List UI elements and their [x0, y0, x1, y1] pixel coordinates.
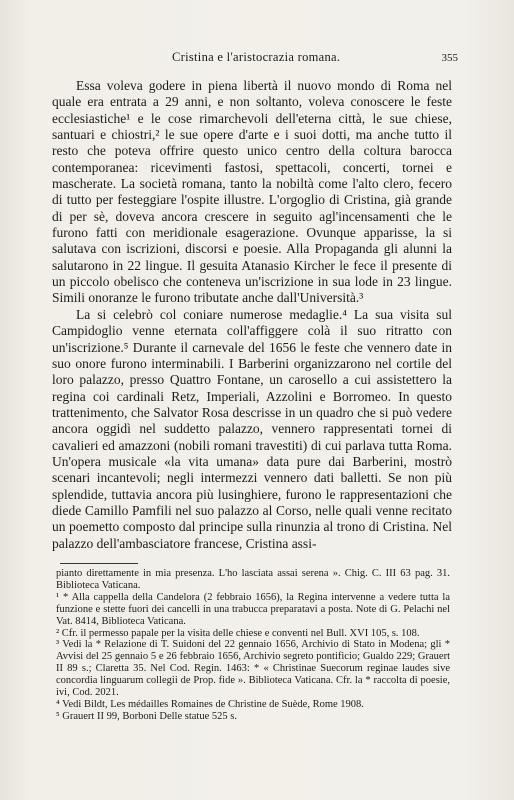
- page-number: 355: [441, 52, 458, 64]
- footnotes: [56, 568, 450, 723]
- running-title: Cristina e l'aristocrazia romana.: [172, 50, 341, 64]
- footnote-divider: [60, 563, 138, 564]
- footnote-5: ⁵ Grauert II 99, Borboni Delle statue 525 s.: [56, 710, 237, 722]
- footnote-continuation: pianto direttamente in mia presenza. L'ho lasciata assai serena ». Chig. C. III 63 pag. 31. Biblioteca Vaticana.: [56, 568, 450, 591]
- paragraph: La si celebrò col coniare numerose medaglie.⁴ La sua visita sul Campidoglio venne eternata coll'affiggere colà il suo ritratto con un'iscrizione.⁵ Durante il carnevale del 1656 le feste che vennero date in suo onore furono interminabili. I Barberini organizzarono nel cortile del loro palazzo, presso Quattro Fontane, un carosello a cui assistettero la regina coi cardinali Retz, Imperiali, Azzolini e Borromeo. In questo trattenimento, che Salvator Rosa descrisse in un quadro che si può vedere ancora oggidì nel suddetto palazzo, vennero rappresentati tornei di cavalieri ed amazzoni (nobili romani travestiti) di cui parlava tutta Roma. Un'opera musicale «la vita umana» data pure dai Barberini, mostrò scenari incantevoli; negli intermezzi vennero dati balletti. Se non più splendide, tuttavia ancora più lusinghiere, furono le rappresentazioni che diede Camillo Pamfili nel suo palazzo al Corso, nelle quali venne recitato un poemetto composto dal principe sulla rinunzia al trono di Cristina. Nel palazzo dell'ambasciatore francese, Cristina assi-: [52, 306, 452, 551]
- footnote-1: ¹ * Alla cappella della Candelora (2 febbraio 1656), la Regina intervenne a vedere tutta la funzione e stette fuori dei cancelli in una trabucca preparatavi a posta. Note di G. Pelachi nel Vat. 8414, Biblioteca Vaticana.: [56, 591, 450, 627]
- footnote-2: ² Cfr. il permesso papale per la visita delle chiese e conventi nel Bull. XVI 105, s. 108.: [56, 627, 420, 639]
- main-text: [52, 78, 452, 552]
- footnote-4: ⁴ Vedi Bildt, Les médailles Romaines de Christine de Suède, Rome 1908.: [56, 698, 364, 710]
- footnote-3: ³ Vedi la * Relazione di T. Suidoni del 22 gennaio 1656, Archivio di Stato in Modena; gli * Avvisi del 25 gennaio 5 e 26 febbraio 1656, Archivio segreto pontificio; Gualdo 229; Grauert II 89 s.; Claretta 35. Nel Cod. Regin. 1463: * « Christinae Suecorum reginae laudes sive concordia linguarum collegii de Prop. fide ». Biblioteca Vaticana. Cfr. la * raccolta di poesie, ivi, Cod. 2021.: [56, 639, 450, 699]
- paragraph: Essa voleva godere in piena libertà il nuovo mondo di Roma nel quale era entrata a 29 anni, e non soltanto, voleva conoscere le feste ecclesiastiche¹ e le cose rimarchevoli dell'eterna città, le sue chiese, santuari e chiostri,² le sue opere d'arte e i suoi dotti, ma anche tutto il resto che poteva offrire questo unico centro della coltura barocca contemporanea: ricevimenti fastosi, spettacoli, concerti, tornei e mascherate. La società romana, tanto la nobiltà come l'alto clero, fecero di tutto per festeggiare l'ospite illustre. L'orgoglio di Cristina, già grande di per sè, doveva ancora crescere in seguito agl'incensamenti che le furono fatti con meridionale esagerazione. Ovunque apparisse, la si salutava con iscrizioni, discorsi e poesie. Alla Propaganda gli alunni la salutarono in 22 lingue. Il gesuita Atanasio Kircher le fece il presente di un piccolo obelisco che conteneva un'iscrizione in sua lode in 23 lingue. Simili onoranze le furono tributate anche dall'Università.³: [52, 78, 452, 306]
- page-header: [62, 50, 458, 70]
